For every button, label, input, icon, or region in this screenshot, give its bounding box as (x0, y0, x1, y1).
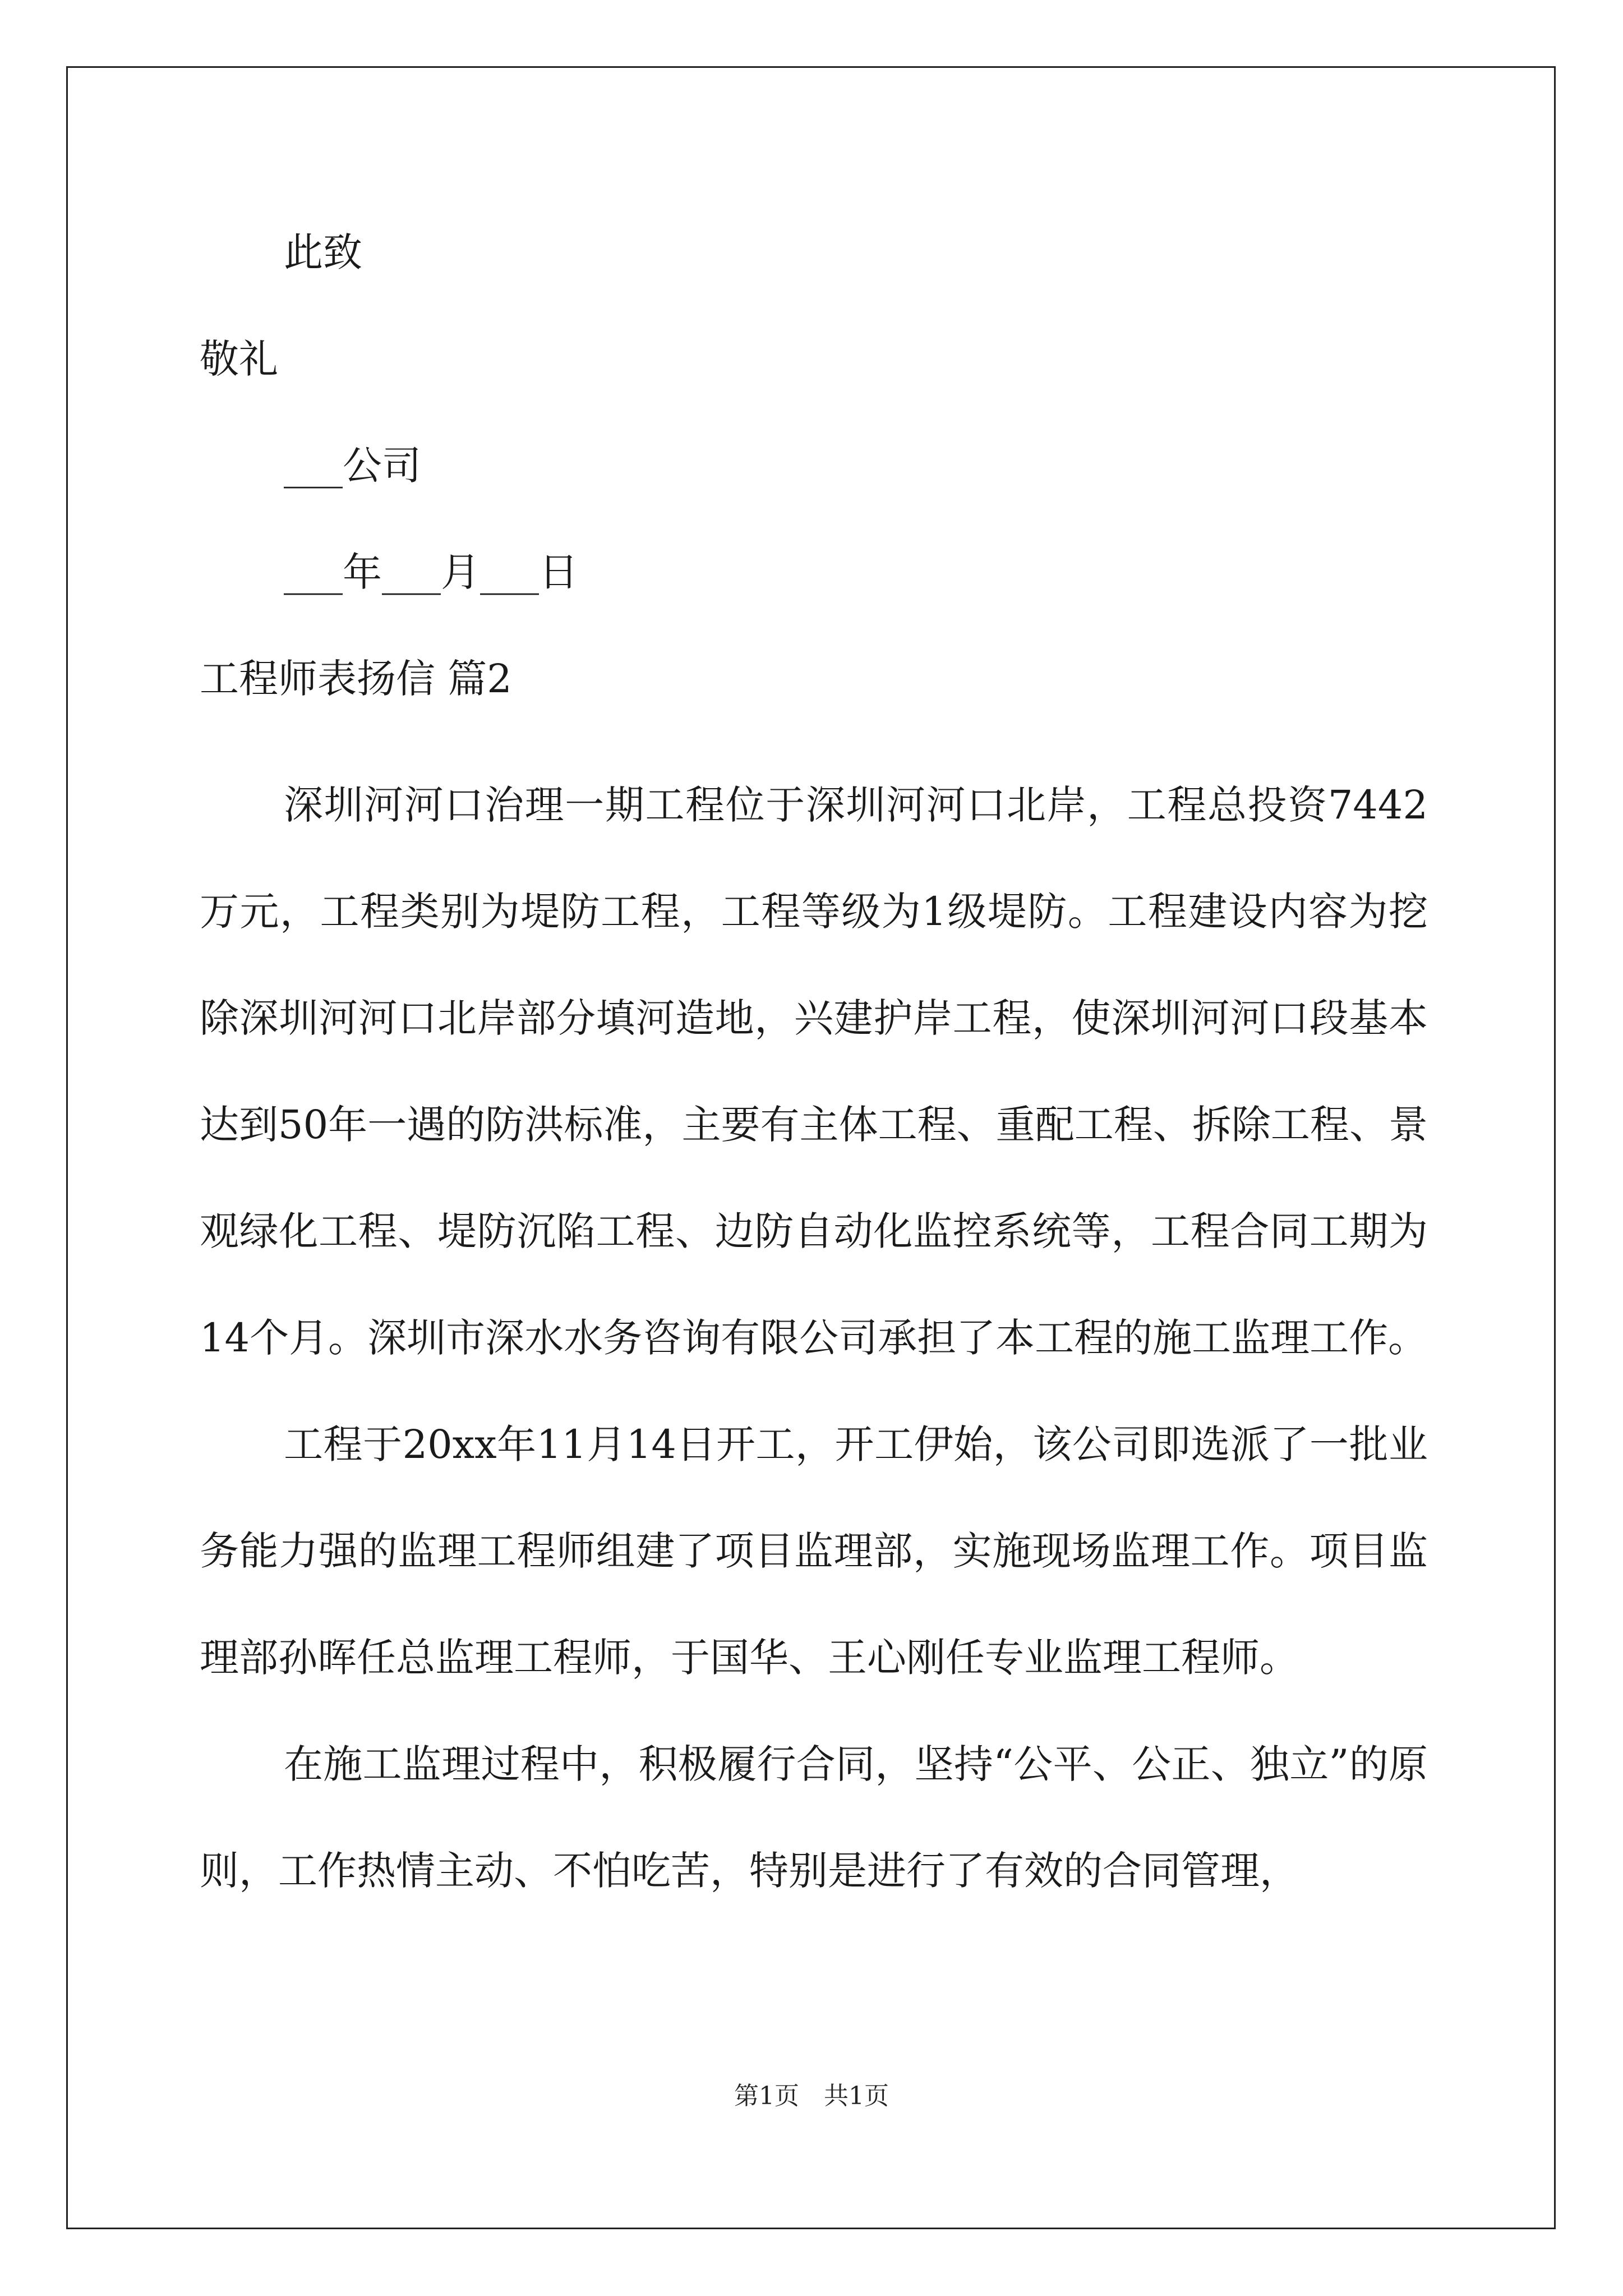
paragraph: 深圳河河口治理一期工程位于深圳河河口北岸，工程总投资7442万元，工程类别为堤防工程，工程等级为1级堤防。工程建设内容为挖除深圳河河口北岸部分填河造地，兴建护岸工程，使深圳河河口段基本达到50年一遇的防洪标准，主要有主体工程、重配工程、拆除工程、景观绿化工程、堤防沉陷工程、边防自动化监控系统等，工程合同工期为14个月。深圳市深水水务咨询有限公司承担了本工程的施工监理工作。 (200, 782, 1428, 1361)
paragraph: 在施工监理过程中，积极履行合同，坚持“公平、公正、独立”的原则，工作热情主动、不怕吃苦，特别是进行了有效的合同管理， (200, 1741, 1428, 1894)
closing-salutation: 此致 (284, 229, 362, 275)
page-footer (0, 2076, 1623, 2111)
section-title: 工程师表扬信 篇2 (200, 656, 512, 702)
closing-company: ___公司 (284, 443, 421, 489)
paragraph: 工程于20xx年11月14日开工，开工伊始，该公司即选派了一批业务能力强的监理工程师组建了项目监理部，实施现场监理工作。项目监理部孙晖任总监理工程师，于国华、王心刚任专业监理工程师。 (200, 1421, 1428, 1681)
closing-date: ___年___月___日 (284, 549, 578, 595)
page-number: 第1页 共1页 (734, 2082, 889, 2110)
closing-regards: 敬礼 (200, 336, 278, 382)
document-body (200, 219, 1428, 1924)
